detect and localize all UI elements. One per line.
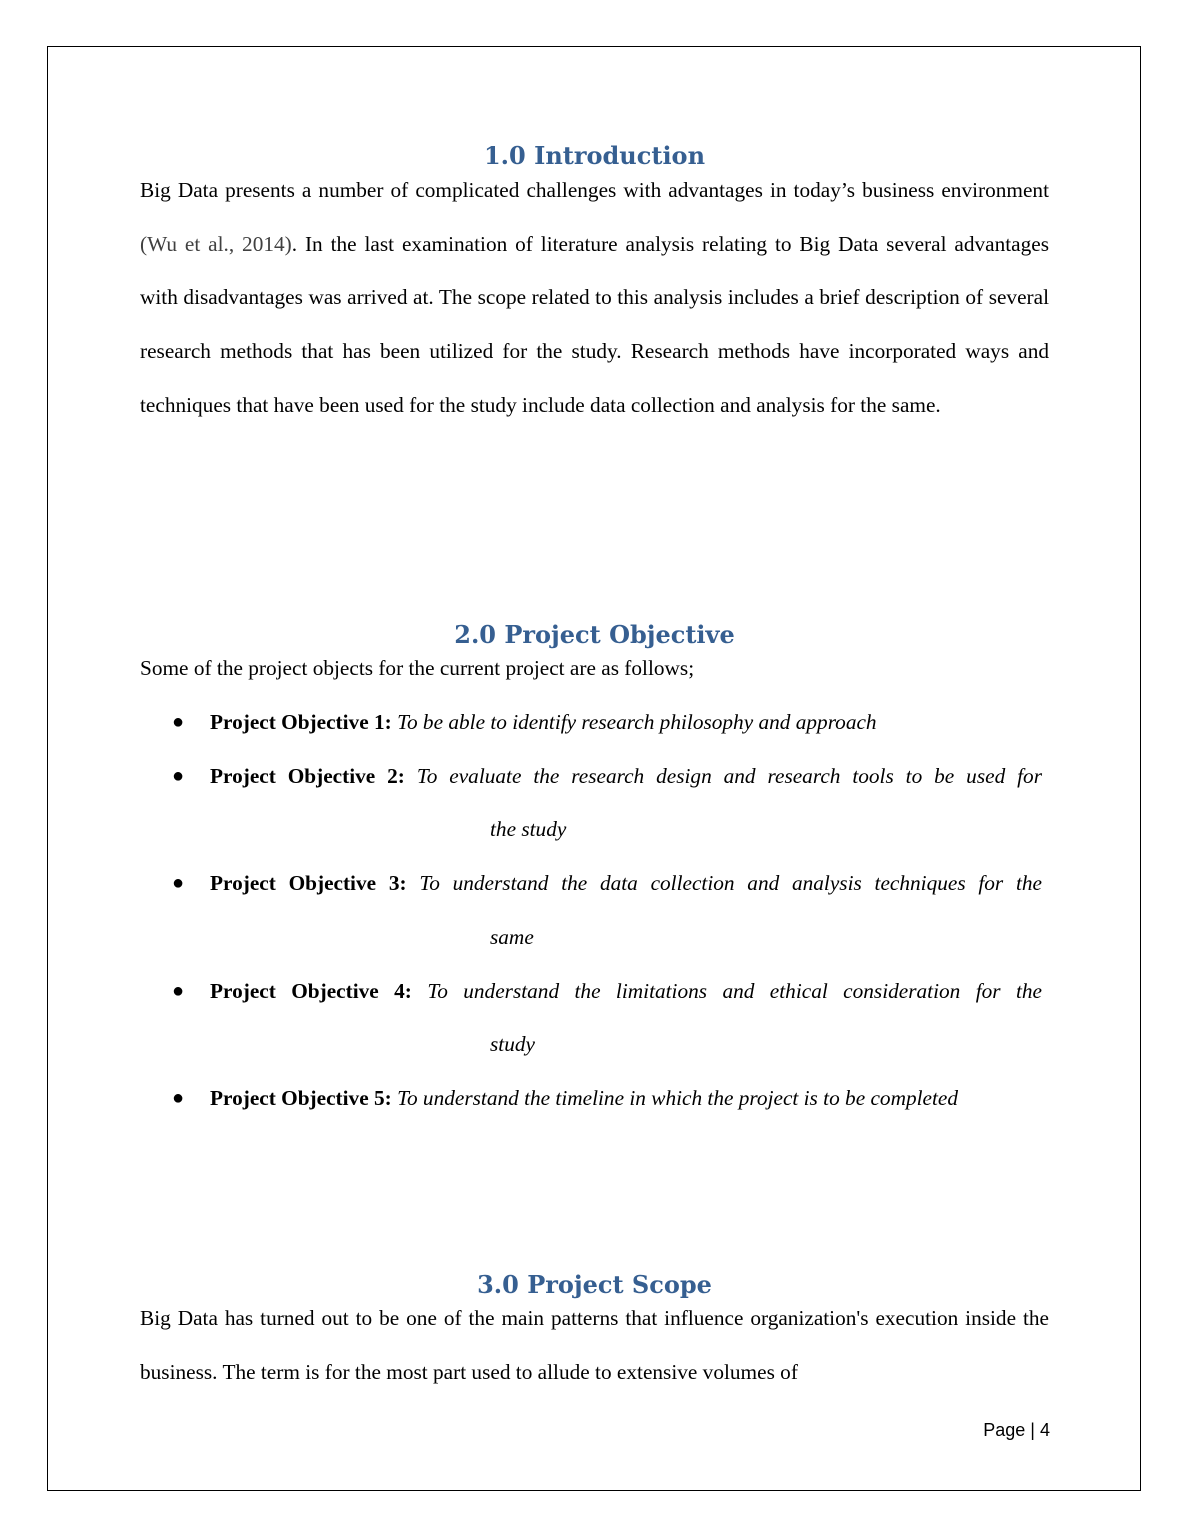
objective-text: To understand the timeline in which the project is to be completed	[397, 1085, 958, 1110]
objective-text: To be able to identify research philosophy and approach	[397, 710, 877, 734]
intro-paragraph	[140, 164, 1049, 433]
scope-paragraph: Big Data has turned out to be one of the main patterns that influence organization's execution inside the business. The term is for the most part used to allude to extensive volumes of	[140, 1306, 1049, 1384]
objective-lead: Some of the project objects for the current project are as follows;	[140, 656, 695, 680]
page-separator: |	[1030, 1420, 1035, 1440]
page-number: 4	[1039, 1420, 1050, 1440]
intro-citation: (Wu et al., 2014)	[140, 231, 292, 256]
objective-list	[140, 696, 1049, 1126]
objective-heading: 2.0 Project Objective	[454, 620, 735, 649]
objective-text-continued: same	[490, 924, 534, 949]
page-footer	[900, 1418, 1050, 1442]
intro-heading: 1.0 Introduction	[483, 141, 706, 170]
objective-text: To understand the data collection and analysis techniques for the	[419, 871, 1042, 896]
objective-label: Project Objective 4:	[210, 978, 412, 1003]
list-item	[140, 965, 1049, 1072]
list-item	[140, 1072, 1049, 1126]
objective-label: Project Objective 1:	[210, 710, 392, 734]
bullet-icon: ●	[172, 979, 185, 1002]
bullet-icon: ●	[172, 711, 185, 733]
bullet-icon: ●	[172, 764, 185, 787]
intro-text-start: Big Data presents a number of complicated challenges with advantages in today’s business environment	[140, 178, 1049, 202]
objective-label: Project Objective 5:	[210, 1085, 392, 1110]
bullet-icon: ●	[172, 1086, 185, 1109]
objective-label: Project Objective 3:	[210, 871, 407, 896]
objective-label: Project Objective 2:	[210, 763, 405, 788]
objective-text: To evaluate the research design and research tools to be used for	[416, 763, 1042, 788]
page-label: Page	[983, 1420, 1026, 1440]
intro-text-end: . In the last examination of literature analysis relating to Big Data several advantages with disadvantages was arrived at. The scope related to this analysis includes a brief description of several research methods that has been utilized for the study. Research methods have incorporated ways and techniques that have been used for the study include data collection and analysis for the same.	[140, 231, 1049, 417]
list-item	[140, 750, 1049, 857]
objective-text-continued: study	[490, 1032, 535, 1057]
objective-text-continued: the study	[490, 817, 567, 842]
list-item	[140, 696, 1049, 750]
bullet-icon: ●	[172, 872, 185, 895]
scope-heading: 3.0 Project Scope	[477, 1270, 712, 1299]
list-item	[140, 857, 1049, 964]
objective-text: To understand the limitations and ethical consideration for the	[427, 978, 1042, 1003]
